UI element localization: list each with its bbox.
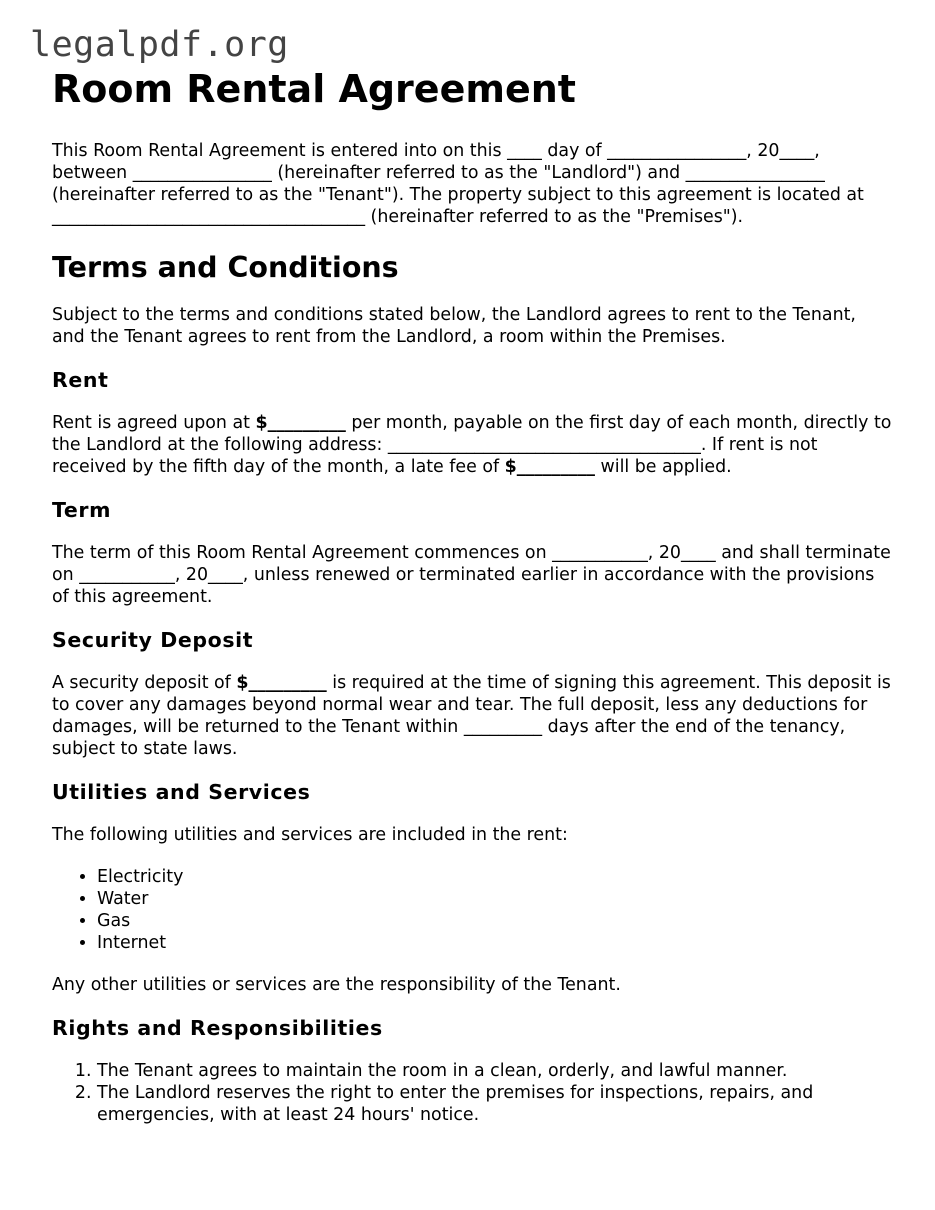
rent-heading: Rent xyxy=(52,368,109,392)
deposit-text-1: A security deposit of xyxy=(52,673,237,693)
utilities-outro: Any other utilities or services are the responsibility of the Tenant. xyxy=(52,975,621,995)
list-item: • Water xyxy=(97,888,892,910)
rights-list xyxy=(52,1060,892,1126)
rent-text-3: will be applied. xyxy=(594,457,732,477)
rent-amount-blank: $_________ xyxy=(255,413,346,433)
deposit-paragraph xyxy=(52,672,892,760)
rent-paragraph xyxy=(52,412,892,478)
watermark: legalpdf.org xyxy=(30,25,289,65)
rent-text-2: per month, payable on the first day of each month, directly to the Landlord at the following address: ____________________________________. If rent is not received by the fifth day of the month, a late fee of xyxy=(52,413,892,477)
utilities-heading: Utilities and Services xyxy=(52,780,311,804)
list-item: • Electricity xyxy=(97,866,892,888)
list-item: • Internet xyxy=(97,932,892,954)
list-item: • Gas xyxy=(97,910,892,932)
document-body xyxy=(52,68,892,1146)
rights-heading: Rights and Responsibilities xyxy=(52,1016,383,1040)
late-fee-amount-blank: $_________ xyxy=(504,457,595,477)
list-item: 2. The Landlord reserves the right to enter the premises for inspections, repairs, and emergencies, with at least 24 hours' notice. xyxy=(97,1082,892,1126)
terms-paragraph: Subject to the terms and conditions stated below, the Landlord agrees to rent to the Tenant, and the Tenant agrees to rent from the Landlord, a room within the Premises. xyxy=(52,305,856,347)
utilities-list xyxy=(52,866,892,954)
utilities-intro: The following utilities and services are included in the rent: xyxy=(52,825,568,845)
rent-text-1: Rent is agreed upon at xyxy=(52,413,256,433)
terms-heading: Terms and Conditions xyxy=(52,251,399,284)
term-paragraph: The term of this Room Rental Agreement commences on ___________, 20____ and shall terminate on ___________, 20____, unless renewed or terminated earlier in accordance with the provisions of this agreement. xyxy=(52,543,891,607)
intro-paragraph: This Room Rental Agreement is entered into on this ____ day of ________________, 20____, between ________________ (hereinafter referred to as the "Landlord") and ________________ (hereinafter referred to as the "Tenant"). The property subject to this agreement is located at ____________________________________ (hereinafter referred to as the "Premises"). xyxy=(52,141,864,227)
deposit-amount-blank: $_________ xyxy=(236,673,327,693)
document-title: Room Rental Agreement xyxy=(52,67,576,111)
list-item: 1. The Tenant agrees to maintain the room in a clean, orderly, and lawful manner. xyxy=(97,1060,892,1082)
deposit-heading: Security Deposit xyxy=(52,628,254,652)
term-heading: Term xyxy=(52,498,112,522)
deposit-text-2: is required at the time of signing this agreement. This deposit is to cover any damages beyond normal wear and tear. The full deposit, less any deductions for damages, will be returned to the Tenant within _________ days after the end of the tenancy, subject to state laws. xyxy=(52,673,891,759)
